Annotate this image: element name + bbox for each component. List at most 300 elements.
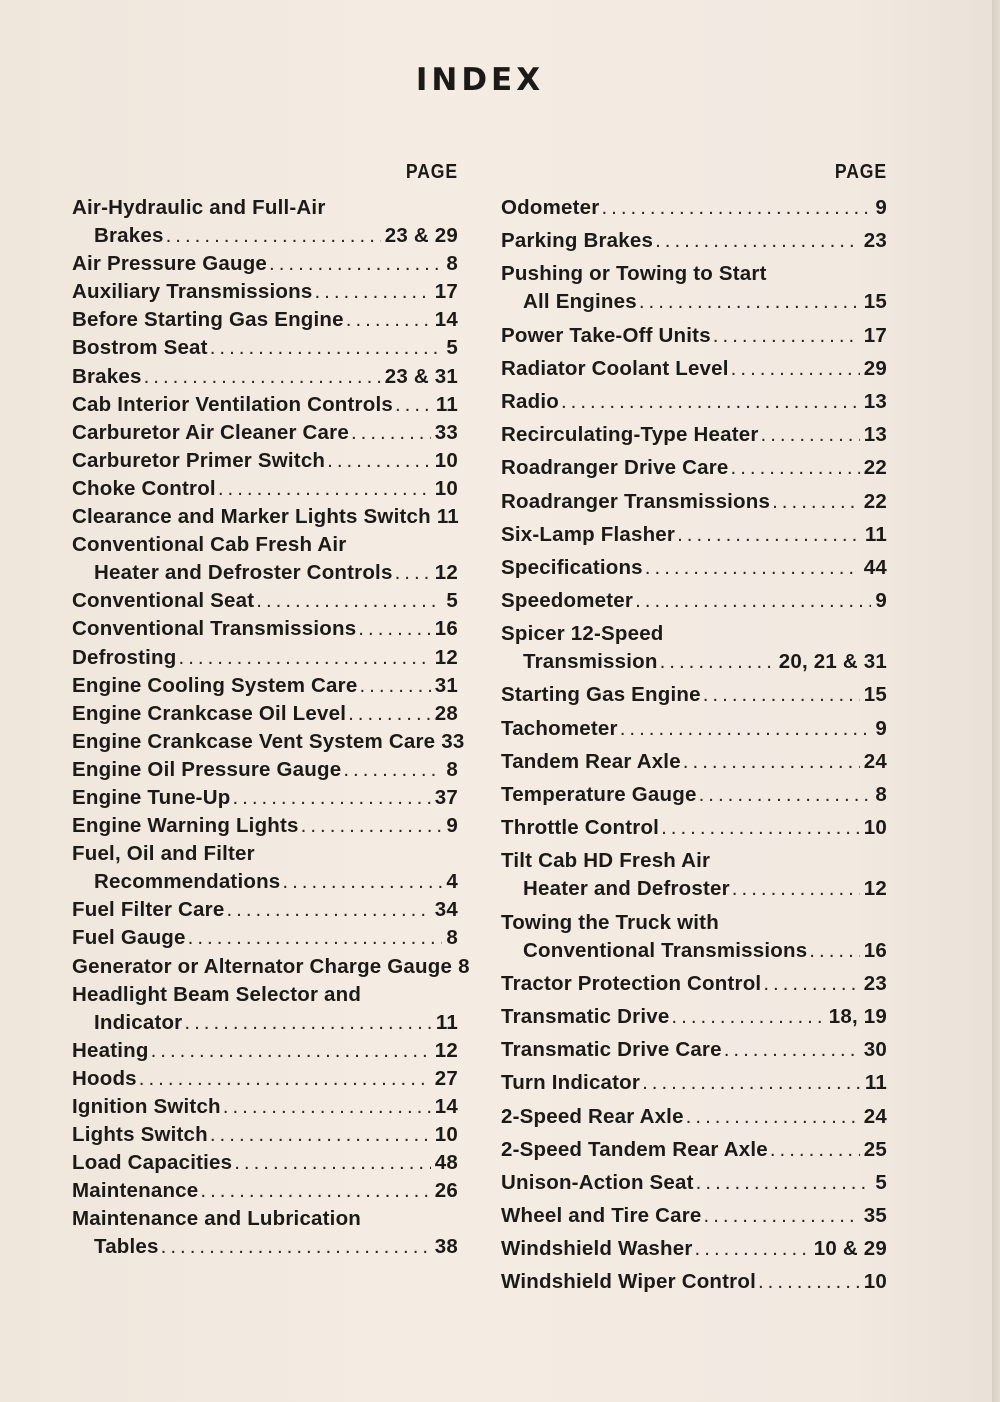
entry-text: Throttle Control xyxy=(501,816,660,840)
entry-line xyxy=(501,194,887,222)
entry-text: Wheel and Tire Care xyxy=(501,1204,702,1228)
index-entry xyxy=(501,488,887,516)
entry-line xyxy=(72,334,458,362)
entry-line xyxy=(72,728,465,756)
entry-text: Pushing or Towing to Start xyxy=(501,262,767,286)
entry-text: Specifications xyxy=(501,555,643,579)
entry-line xyxy=(72,475,458,503)
dot-leader xyxy=(696,1169,872,1197)
dot-leader xyxy=(358,615,431,643)
page-number: 48 xyxy=(434,1151,458,1175)
entry-text: Headlight Beam Selector and xyxy=(72,982,362,1006)
entry-text: Tractor Protection Control xyxy=(501,971,762,995)
entry-line xyxy=(72,1065,458,1093)
dot-leader xyxy=(301,812,443,840)
index-entry xyxy=(501,1136,887,1164)
entry-line xyxy=(72,1149,458,1177)
entry-text: Spicer 12-Speed xyxy=(501,622,664,646)
dot-leader xyxy=(144,363,381,391)
index-entry xyxy=(501,748,887,776)
dot-leader xyxy=(395,391,432,419)
dot-leader xyxy=(210,1121,431,1149)
entry-text: Starting Gas Engine xyxy=(501,683,701,707)
entry-line xyxy=(72,644,458,672)
entry-continuation-line xyxy=(72,1009,458,1037)
page-number: 11 xyxy=(435,392,458,416)
page-number: 4 xyxy=(446,870,458,894)
left-page-header: PAGE xyxy=(405,161,458,183)
entry-continuation-line xyxy=(72,222,458,250)
entry-line xyxy=(72,363,458,391)
index-entry xyxy=(72,1093,458,1121)
dot-leader xyxy=(343,756,442,784)
index-entry xyxy=(72,896,458,924)
entry-line xyxy=(72,306,458,334)
dot-leader xyxy=(210,334,443,362)
page-number: 8 xyxy=(446,757,458,781)
entry-line xyxy=(501,1003,887,1031)
page-number: 37 xyxy=(434,785,458,809)
entry-text: Maintenance and Lubrication xyxy=(72,1207,362,1231)
dot-leader xyxy=(218,475,431,503)
right-entries xyxy=(501,194,887,1296)
right-page-header: PAGE xyxy=(834,161,887,183)
entry-line xyxy=(72,419,458,447)
page-number: 9 xyxy=(446,814,458,838)
index-title: INDEX xyxy=(415,62,545,98)
page-number: 33 xyxy=(434,420,458,444)
entry-text: Conventional Transmissions xyxy=(72,617,357,641)
index-entry xyxy=(501,1235,887,1263)
dot-leader xyxy=(677,521,861,549)
index-entry xyxy=(72,615,458,643)
page-number: 5 xyxy=(446,589,458,613)
entry-text: Brakes xyxy=(72,364,142,388)
index-entry xyxy=(72,1149,458,1177)
right-column xyxy=(501,158,887,1302)
dot-leader xyxy=(655,227,860,255)
dot-leader xyxy=(161,1233,431,1261)
index-entry xyxy=(501,260,887,316)
index-entry xyxy=(72,475,458,503)
page-number: 11 xyxy=(864,522,887,546)
entry-line xyxy=(72,531,458,559)
dot-leader xyxy=(359,672,430,700)
page-number: 30 xyxy=(863,1038,887,1062)
entry-continuation-line xyxy=(72,868,458,896)
index-entry xyxy=(501,1169,887,1197)
dot-leader xyxy=(758,1268,860,1296)
dot-leader xyxy=(809,937,860,965)
index-entry xyxy=(501,1036,887,1064)
page-number: 24 xyxy=(863,1104,887,1128)
page-number: 8 xyxy=(875,783,887,806)
dot-leader xyxy=(179,644,431,672)
entry-text: Air Pressure Gauge xyxy=(72,252,268,276)
entry-line xyxy=(501,814,887,842)
index-entry xyxy=(72,503,458,531)
entry-line xyxy=(72,840,458,868)
entry-text: Engine Oil Pressure Gauge xyxy=(72,757,342,781)
page-number: 9 xyxy=(875,716,887,740)
page-number: 18, 19 xyxy=(828,1004,887,1028)
index-entry xyxy=(72,784,458,812)
entry-line xyxy=(72,1037,458,1065)
entry-line xyxy=(501,421,887,449)
index-entry xyxy=(72,644,458,672)
entry-line xyxy=(72,391,458,419)
entry-line xyxy=(501,970,887,998)
entry-line xyxy=(72,924,458,952)
entry-text: Recommendations xyxy=(94,870,281,894)
index-entry xyxy=(501,781,887,809)
index-entry xyxy=(501,355,887,383)
entry-text: Fuel, Oil and Filter xyxy=(72,842,255,866)
page-number: 12 xyxy=(434,1038,458,1062)
index-entry xyxy=(72,1205,458,1261)
page-number: 12 xyxy=(434,645,458,669)
entry-text: Engine Crankcase Vent System Care xyxy=(72,729,436,753)
page-number: 24 xyxy=(863,749,887,773)
index-entry xyxy=(501,521,887,549)
dot-leader xyxy=(695,1235,810,1263)
entry-line xyxy=(501,227,887,255)
index-entry xyxy=(501,814,887,842)
entry-text: Towing the Truck with xyxy=(501,910,719,934)
index-entry xyxy=(72,981,458,1037)
index-entry xyxy=(501,194,887,222)
entry-line xyxy=(72,503,458,531)
entry-text: Defrosting xyxy=(72,645,177,669)
entry-text: Engine Warning Lights xyxy=(72,814,299,838)
dot-leader xyxy=(761,421,860,449)
entry-text: Odometer xyxy=(501,196,600,219)
page-number: 22 xyxy=(863,456,887,480)
page-number: 27 xyxy=(434,1066,458,1090)
entry-text: Radiator Coolant Level xyxy=(501,356,729,380)
entry-text: Heater and Defroster xyxy=(523,877,730,901)
index-entry xyxy=(72,1037,458,1065)
entry-line xyxy=(501,681,887,709)
index-entry xyxy=(72,924,458,952)
dot-leader xyxy=(731,355,860,383)
page-number: 14 xyxy=(434,308,458,332)
index-entry xyxy=(501,1103,887,1131)
dot-leader xyxy=(232,784,430,812)
entry-text: Transmatic Drive Care xyxy=(501,1038,722,1062)
entry-text: Tilt Cab HD Fresh Air xyxy=(501,849,711,873)
page-number: 44 xyxy=(863,555,887,579)
entry-line xyxy=(501,1036,887,1064)
index-entry xyxy=(501,970,887,998)
page-number: 15 xyxy=(863,683,887,707)
index-entry xyxy=(72,587,458,615)
entry-text: Tables xyxy=(94,1235,159,1259)
index-entry xyxy=(72,840,458,896)
entry-line xyxy=(72,981,458,1009)
page-number: 17 xyxy=(434,280,458,304)
entry-text: Fuel Filter Care xyxy=(72,898,225,922)
entry-text: Transmatic Drive xyxy=(501,1004,670,1028)
entry-line xyxy=(501,715,887,743)
index-entry xyxy=(72,278,458,306)
entry-line xyxy=(72,278,458,306)
page-number: 12 xyxy=(863,877,887,901)
entry-text: Choke Control xyxy=(72,476,216,500)
entry-line xyxy=(501,620,887,648)
entry-line xyxy=(72,194,458,222)
dot-leader xyxy=(282,868,442,896)
entry-continuation-line xyxy=(501,648,887,676)
page-edge xyxy=(992,0,1000,1402)
left-column xyxy=(72,158,470,1262)
index-entry xyxy=(501,909,887,965)
entry-text: Lights Switch xyxy=(72,1123,208,1147)
entry-text: Turn Indicator xyxy=(501,1071,641,1095)
entry-text: Temperature Gauge xyxy=(501,783,697,806)
entry-line xyxy=(72,812,458,840)
dot-leader xyxy=(561,388,860,416)
index-entry xyxy=(501,322,887,350)
dot-leader xyxy=(661,814,860,842)
entry-line xyxy=(72,784,458,812)
entry-text: Parking Brakes xyxy=(501,229,654,253)
page-number: 11 xyxy=(864,1071,887,1095)
entry-line xyxy=(72,1121,458,1149)
index-entry xyxy=(501,1003,887,1031)
dot-leader xyxy=(139,1065,431,1093)
index-entry xyxy=(72,419,458,447)
page-number: 29 xyxy=(863,356,887,380)
index-entry xyxy=(501,1202,887,1230)
index-entry xyxy=(501,454,887,482)
entry-continuation-line xyxy=(501,288,887,316)
entry-line xyxy=(501,1136,887,1164)
page-number: 34 xyxy=(434,898,458,922)
entry-text: Windshield Wiper Control xyxy=(501,1270,756,1294)
entry-line xyxy=(72,1093,458,1121)
index-entry xyxy=(501,620,887,676)
dot-leader xyxy=(314,278,430,306)
entry-line xyxy=(501,1103,887,1131)
index-entry xyxy=(501,681,887,709)
dot-leader xyxy=(642,1069,861,1097)
page-number: 8 xyxy=(458,954,470,978)
entry-line xyxy=(501,388,887,416)
entry-text: Windshield Washer xyxy=(501,1237,693,1261)
entry-continuation-line xyxy=(72,559,458,587)
index-entry xyxy=(72,1177,458,1205)
page-number: 23 & 31 xyxy=(384,364,458,388)
page-number: 9 xyxy=(875,589,887,613)
index-entry xyxy=(72,531,458,587)
dot-leader xyxy=(732,875,860,903)
entry-line xyxy=(72,756,458,784)
dot-leader xyxy=(713,322,860,350)
index-entry xyxy=(501,715,887,743)
page-number: 17 xyxy=(863,323,887,347)
page-number: 22 xyxy=(863,489,887,513)
page-number: 10 xyxy=(434,476,458,500)
dot-leader xyxy=(188,924,443,952)
entry-line xyxy=(72,953,470,981)
dot-leader xyxy=(166,222,381,250)
entry-text: Engine Crankcase Oil Level xyxy=(72,701,347,725)
entry-line xyxy=(72,1205,458,1233)
entry-line xyxy=(501,909,887,937)
dot-leader xyxy=(645,554,860,582)
entry-line xyxy=(501,748,887,776)
dot-leader xyxy=(346,306,431,334)
page-number: 11 xyxy=(435,1010,458,1034)
page-number: 10 xyxy=(434,1123,458,1147)
entry-line xyxy=(501,355,887,383)
page-number: 8 xyxy=(446,252,458,276)
index-entry xyxy=(72,306,458,334)
entry-text: Carburetor Primer Switch xyxy=(72,448,326,472)
page-number: 13 xyxy=(863,389,887,413)
page-number: 25 xyxy=(863,1137,887,1161)
index-entry xyxy=(72,334,458,362)
entry-continuation-line xyxy=(501,875,887,903)
index-entry xyxy=(72,194,458,250)
index-entry xyxy=(501,388,887,416)
page-number: 12 xyxy=(434,561,458,585)
dot-leader xyxy=(256,587,442,615)
dot-leader xyxy=(699,781,872,809)
entry-text: Generator or Alternator Charge Gauge xyxy=(72,954,453,978)
entry-line xyxy=(72,700,458,728)
entry-text: 2-Speed Rear Axle xyxy=(501,1104,684,1128)
entry-text: Engine Cooling System Care xyxy=(72,673,358,697)
entry-line xyxy=(72,447,458,475)
page-number: 10 & 29 xyxy=(813,1237,887,1261)
entry-text: Clearance and Marker Lights Switch xyxy=(72,505,431,529)
dot-leader xyxy=(724,1036,860,1064)
dot-leader xyxy=(327,447,431,475)
entry-text: Conventional Transmissions xyxy=(523,938,808,962)
entry-text: Load Capacities xyxy=(72,1151,233,1175)
dot-leader xyxy=(763,970,859,998)
dot-leader xyxy=(269,250,442,278)
entry-text: Heater and Defroster Controls xyxy=(94,561,393,585)
index-entry xyxy=(501,421,887,449)
dot-leader xyxy=(226,896,430,924)
page-number: 11 xyxy=(436,505,459,529)
entry-text: Recirculating-Type Heater xyxy=(501,423,759,447)
index-entry xyxy=(72,447,458,475)
entry-text: Conventional Seat xyxy=(72,589,255,613)
entry-text: Heating xyxy=(72,1038,149,1062)
index-entry xyxy=(72,756,458,784)
index-entry xyxy=(501,1268,887,1296)
index-entry xyxy=(72,672,458,700)
dot-leader xyxy=(395,559,431,587)
dot-leader xyxy=(703,681,860,709)
dot-leader xyxy=(223,1093,431,1121)
entry-text: Ignition Switch xyxy=(72,1095,221,1118)
entry-text: Power Take-Off Units xyxy=(501,323,711,347)
entry-text: Transmission xyxy=(523,650,658,674)
entry-text: Before Starting Gas Engine xyxy=(72,308,344,332)
entry-line xyxy=(72,587,458,615)
page-number: 5 xyxy=(446,336,458,360)
dot-leader xyxy=(348,700,431,728)
dot-leader xyxy=(686,1103,860,1131)
page-number: 28 xyxy=(434,701,458,725)
index-entry xyxy=(501,227,887,255)
dot-leader xyxy=(671,1003,824,1031)
dot-leader xyxy=(200,1177,430,1205)
page-number: 10 xyxy=(863,1270,887,1294)
entry-line xyxy=(72,672,458,700)
entry-line xyxy=(72,1177,458,1205)
dot-leader xyxy=(639,288,860,316)
entry-line xyxy=(501,554,887,582)
page-number: 10 xyxy=(863,816,887,840)
entry-text: Tandem Rear Axle xyxy=(501,749,681,773)
page-number: 5 xyxy=(875,1170,887,1194)
entry-text: Fuel Gauge xyxy=(72,926,186,950)
dot-leader xyxy=(351,419,431,447)
entry-line xyxy=(501,781,887,809)
index-entry xyxy=(72,391,458,419)
left-entries xyxy=(72,194,470,1262)
page-number: 23 xyxy=(863,971,887,995)
entry-line xyxy=(501,847,887,875)
index-entry xyxy=(72,700,458,728)
page-number: 15 xyxy=(863,290,887,314)
entry-text: 2-Speed Tandem Rear Axle xyxy=(501,1137,768,1161)
page-number: 35 xyxy=(863,1204,887,1228)
entry-text: Carburetor Air Cleaner Care xyxy=(72,420,349,444)
dot-leader xyxy=(234,1149,431,1177)
entry-text: Air-Hydraulic and Full-Air xyxy=(72,196,326,219)
dot-leader xyxy=(770,1136,860,1164)
entry-line xyxy=(72,896,458,924)
entry-line xyxy=(501,1202,887,1230)
entry-text: Hoods xyxy=(72,1066,137,1090)
entry-text: Brakes xyxy=(94,224,164,248)
page-number: 33 xyxy=(441,729,465,753)
entry-text: Indicator xyxy=(94,1010,183,1034)
entry-line xyxy=(72,250,458,278)
page-number: 31 xyxy=(434,673,458,697)
entry-line xyxy=(501,587,887,615)
dot-leader xyxy=(772,488,860,516)
entry-line xyxy=(501,1169,887,1197)
index-entry xyxy=(72,728,465,756)
index-entry xyxy=(501,587,887,615)
page-number: 10 xyxy=(434,448,458,472)
entry-text: Conventional Cab Fresh Air xyxy=(72,533,347,557)
page-number: 8 xyxy=(446,926,458,950)
dot-leader xyxy=(635,587,871,615)
page-number: 26 xyxy=(434,1179,458,1203)
entry-line xyxy=(501,521,887,549)
index-entry xyxy=(72,363,458,391)
entry-line xyxy=(72,615,458,643)
page-number: 13 xyxy=(863,423,887,447)
index-entry xyxy=(72,250,458,278)
index-entry xyxy=(72,953,470,981)
entry-text: Auxiliary Transmissions xyxy=(72,280,313,304)
page-number: 16 xyxy=(863,938,887,962)
page-number: 23 xyxy=(863,229,887,253)
entry-line xyxy=(501,1268,887,1296)
entry-text: Bostrom Seat xyxy=(72,336,208,360)
entry-line xyxy=(501,260,887,288)
